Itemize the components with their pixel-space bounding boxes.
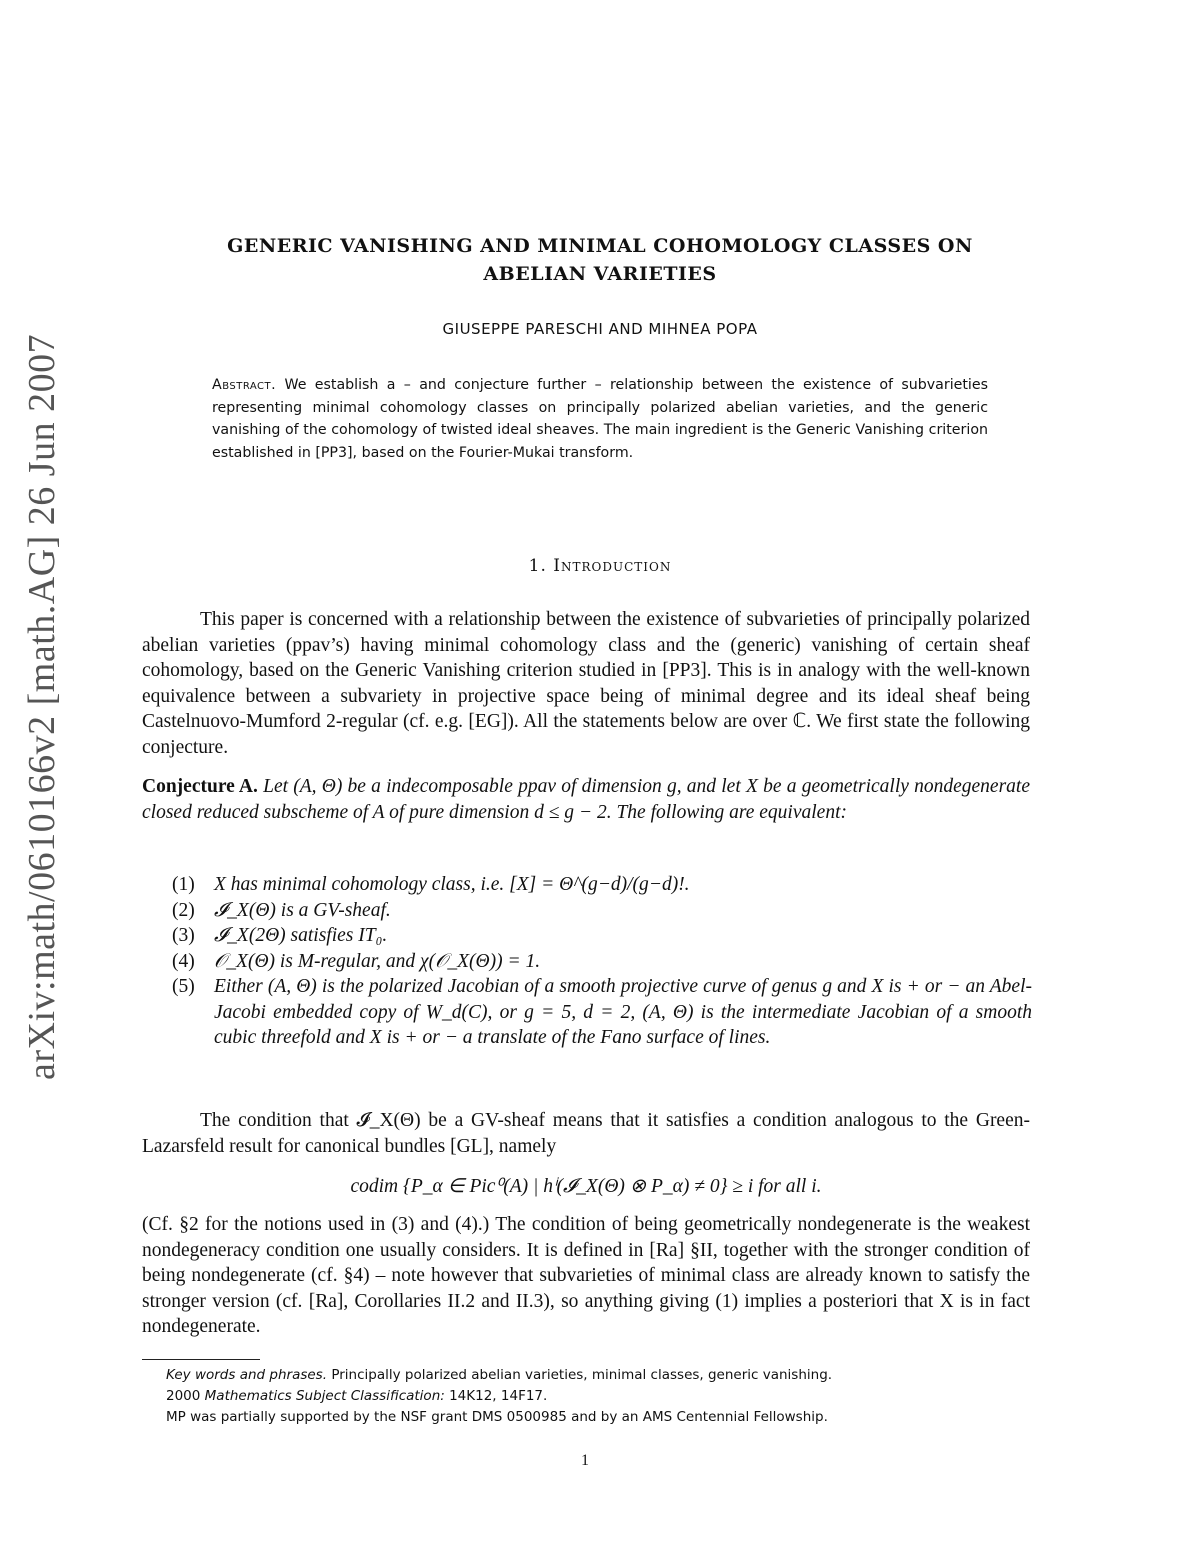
section-number: 1.: [528, 556, 547, 576]
intro-paragraph-2: The condition that 𝓘_X(Θ) be a GV-sheaf means that it satisfies a condition analogous to the Green-Lazarsfeld result for canonical bundles [GL], namely: [142, 1110, 1030, 1157]
msc-label: Mathematics Subject Classification:: [204, 1388, 445, 1404]
authors: GIUSEPPE PARESCHI AND MIHNEA POPA: [442, 320, 758, 338]
page-number: 1: [581, 1452, 589, 1469]
footnote-msc: [166, 1386, 1026, 1407]
list-item: [172, 949, 1032, 975]
footnote-rule: [142, 1359, 260, 1360]
keywords-text: Principally polarized abelian varieties, minimal classes, generic vanishing.: [331, 1367, 833, 1383]
footnotes: [166, 1365, 1026, 1428]
item-text: Either (A, Θ) is the polarized Jacobian of a smooth projective curve of genus g and X is + or − an Abel-Jacobi embedded copy of W_d(C), or g = 5, d = 2, (A, Θ) is the intermediate Jacobian of a smooth cubic threefold and X is + or − a translate of the Fano surface of lines.: [214, 976, 1032, 1048]
item-number: (2): [172, 899, 195, 921]
arxiv-stamp: arXiv:math/0610166v2 [math.AG] 26 Jun 2007: [21, 333, 63, 1080]
title-line-1: GENERIC VANISHING AND MINIMAL COHOMOLOGY CLASSES ON: [227, 235, 973, 257]
intro-paragraph-1: This paper is concerned with a relationship between the existence of subvarieties of principally polarized abelian varieties (ppav’s) having minimal cohomology class and the (generic) vanishing of certain sheaf cohomology, based on the Generic Vanishing criterion studied in [PP3]. This is in analogy with the well-known equivalence between a subvariety in projective space being of minimal degree and its ideal sheaf being Castelnuovo-Mumford 2-regular (cf. e.g. [EG]). All the statements below are over ℂ. We first state the following conjecture.: [142, 609, 1030, 758]
footnote-funding: MP was partially supported by the NSF grant DMS 0500985 and by an AMS Centennial Fellowship.: [166, 1409, 828, 1425]
conjecture-statement: Let (A, Θ) be a indecomposable ppav of dimension g, and let X be a geometrically nondegenerate closed reduced subscheme of A of pure dimension d ≤ g − 2. The following are equivalent:: [142, 776, 1030, 823]
abstract-text: We establish a – and conjecture further – relationship between the existence of subvarieties representing minimal cohomology classes on principally polarized abelian varieties, and the generic vanishing of the cohomology of twisted ideal sheaves. The main ingredient is the Generic Vanishing criterion established in [PP3], based on the Fourier-Mukai transform.: [212, 377, 988, 461]
item-number: (3): [172, 925, 195, 946]
list-item: [172, 923, 1032, 949]
conditions-list: [172, 872, 1032, 1051]
footnote-keywords: [166, 1365, 1026, 1386]
item-text: 𝒪_X(Θ) is M-regular, and χ(𝒪_X(Θ)) = 1.: [214, 950, 541, 972]
conjecture-a: [142, 774, 1030, 825]
item-text: 𝓘_X(Θ) is a GV-sheaf.: [214, 899, 391, 921]
display-formula: codim {P_α ∈ Pic⁰(A) | hⁱ(𝓘_X(Θ) ⊗ P_α) ≠ 0} ≥ i for all i.: [350, 1176, 822, 1197]
msc-prefix: 2000: [166, 1388, 201, 1404]
abstract: [212, 374, 988, 464]
list-item: [172, 872, 1032, 898]
item-number: (5): [172, 976, 195, 997]
abstract-label: Abstract.: [212, 377, 277, 393]
title-line-2: ABELIAN VARIETIES: [483, 263, 717, 285]
paper-title: [150, 232, 1050, 288]
section-title: Introduction: [553, 556, 672, 576]
conjecture-head: Conjecture A.: [142, 776, 258, 797]
item-text: 𝓘_X(2Θ) satisfies IT₀.: [214, 925, 388, 946]
list-item: [172, 898, 1032, 924]
intro-paragraph-3: (Cf. §2 for the notions used in (3) and (4).) The condition of being geometrically nondegenerate is the weakest nondegeneracy condition one usually considers. It is defined in [Ra] §II, together with the stronger condition of being nondegenerate (cf. §4) – note however that subvarieties of minimal class are already known to satisfy the stronger version (cf. [Ra], Corollaries II.2 and II.3), so anything giving (1) implies a posteriori that X is in fact nondegenerate.: [142, 1214, 1030, 1338]
item-number: (4): [172, 950, 195, 972]
list-item: [172, 974, 1032, 1051]
msc-codes: 14K12, 14F17.: [449, 1388, 548, 1404]
section-heading: [150, 556, 1050, 576]
item-number: (1): [172, 874, 195, 895]
item-text: X has minimal cohomology class, i.e. [X] = Θ^(g−d)/(g−d)!.: [214, 874, 690, 895]
keywords-label: Key words and phrases.: [166, 1367, 328, 1383]
